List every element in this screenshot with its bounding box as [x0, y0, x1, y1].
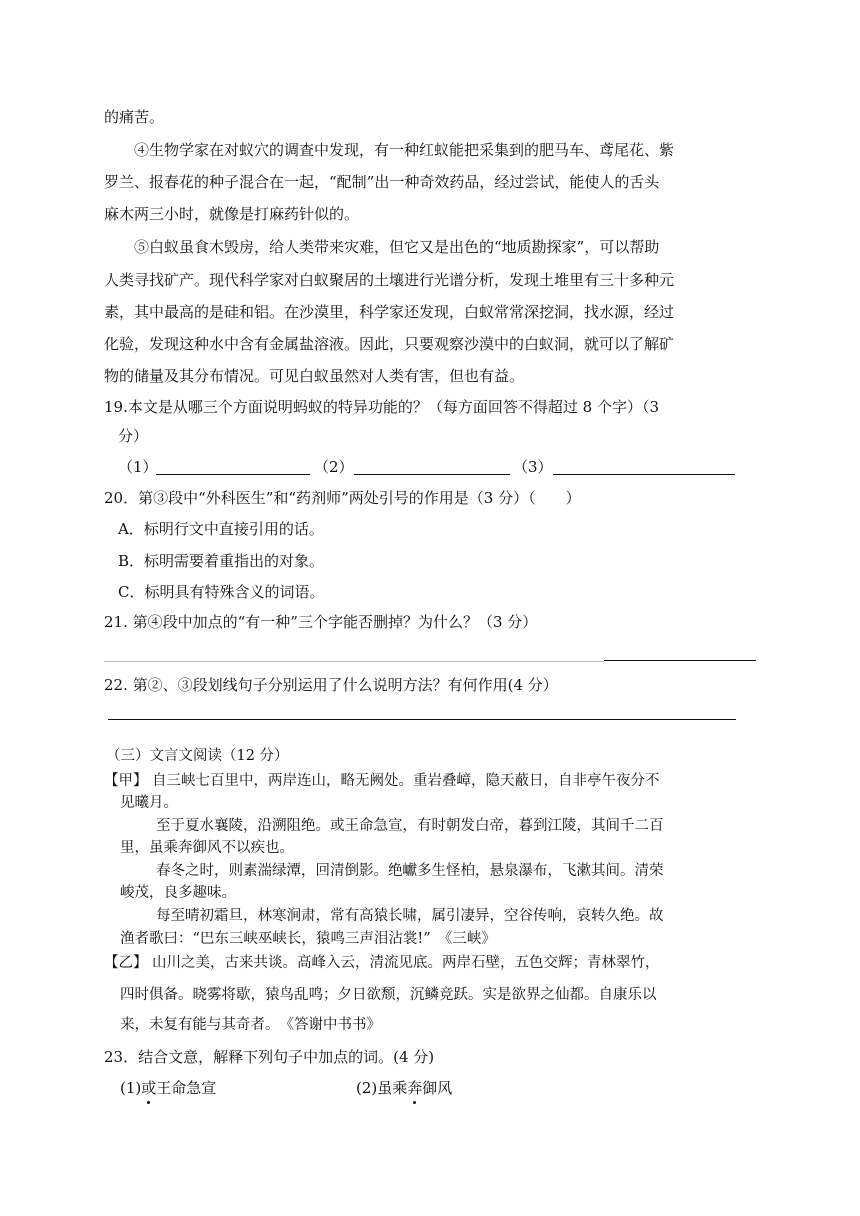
passage-yi-line-2: 四时俱备。晓雾将歇，猿鸟乱鸣；夕日欲颓，沉鳞竞跃。实是欲界之仙都。自康乐以 [120, 987, 657, 1003]
passage-jia-line-2: 见曦月。 [120, 795, 178, 811]
question-23-item-2 [356, 1081, 452, 1096]
passage-yi-line-1: 山川之美，古来共谈。高峰入云，清流见底。两岸石壁，五色交辉；青林翠竹， [152, 955, 660, 971]
question-23-stem: 23．结合文意，解释下列句子中加点的词。(4 分) [104, 1048, 435, 1066]
section-3-title: （三）文言文阅读（12 分） [106, 748, 289, 764]
question-22-stem: 22. 第②、③段划线句子分别运用了什么说明方法？有何作用(4 分） [104, 676, 558, 694]
passage-yi-label: 【乙】 [104, 955, 148, 971]
question-23-item-1-dotted-word: 或 [141, 1079, 157, 1097]
question-19-label-2: （2） [314, 458, 354, 476]
question-19-answer-blank-3[interactable] [553, 474, 735, 475]
paragraph-5-line-3: 素，其中最高的是硅和铝。在沙漠里，科学家还发现，白蚁常常深挖洞，找水源，经过 [104, 303, 675, 321]
paragraph-4-line-3: 麻木两三小时，就像是打麻药针似的。 [104, 205, 360, 223]
question-22-answer-line[interactable] [108, 719, 736, 720]
passage-jia-line-8: 渔者歌曰：“巴东三峡巫峡长，猿鸣三声泪沾裳!” 《三峡》 [120, 931, 496, 947]
paragraph-5-line-5: 物的储量及其分布情况。可见白蚁虽然对人类有害，但也有益。 [104, 367, 525, 385]
passage-jia-line-3: 至于夏水襄陵，沿溯阻绝。或王命急宣，有时朝发白帝，暮到江陵，其间千二百 [156, 818, 664, 834]
question-19-stem: 19.本文是从哪三个方面说明蚂蚁的特异功能的？（每方面回答不得超过 8 个字）（3 [104, 398, 659, 416]
question-21-stem: 21. 第④段中加点的“有一种”三个字能否删掉？为什么？（3 分） [104, 613, 538, 631]
question-19-label-3: （3） [513, 458, 553, 476]
passage-jia-line-1: 自三峡七百里中，两岸连山，略无阙处。重岩叠嶂，隐天蔽日，自非亭午夜分不 [152, 773, 660, 789]
question-21-answer-line-dark[interactable] [604, 660, 756, 661]
paragraph-5-line-1: ⑤白蚁虽食木毁房，给人类带来灾难，但它又是出色的“地质勘探家”，可以帮助 [134, 238, 660, 256]
paragraph-3-tail: 的痛苦。 [104, 108, 165, 126]
paragraph-5-line-2: 人类寻找矿产。现代科学家对白蚁聚居的土壤进行光谱分析，发现土堆里有三十多种元 [104, 271, 675, 289]
question-23-item-1-prefix: (1) [120, 1079, 142, 1097]
question-19-label-1: （1） [118, 458, 158, 476]
question-23-item-1 [120, 1081, 216, 1096]
paragraph-4-line-2: 罗兰、报春花的种子混合在一起，“配制”出一种奇效药品，经过尝试，能使人的舌头 [104, 173, 660, 191]
passage-jia-line-6: 峻茂，良多趣味。 [120, 885, 236, 901]
paragraph-5-line-4: 化验，发现这种水中含有金属盐溶液。因此，只要观察沙漠中的白蚁洞，就可以了解矿 [104, 335, 675, 353]
question-20-stem: 20．第③段中“外科医生”和“药剂师”两处引号的作用是（3 分）（ ） [104, 489, 581, 507]
passage-jia-line-4: 里，虽乘奔御风不以疾也。 [120, 840, 294, 856]
paragraph-4-line-1: ④生物学家在对蚁穴的调查中发现，有一种红蚁能把采集到的肥马车、鸢尾花、紫 [134, 141, 675, 159]
passage-jia-label: 【甲】 [104, 773, 148, 789]
question-19-answer-blank-1[interactable] [156, 474, 310, 475]
question-21-answer-line-light[interactable] [104, 661, 604, 662]
passage-jia-line-5: 春冬之时，则素湍绿潭，回清倒影。绝巘多生怪柏，悬泉瀑布，飞漱其间。清荣 [156, 863, 664, 879]
question-20-option-a[interactable]: A．标明行文中直接引用的话。 [118, 520, 324, 538]
question-19-stem-cont: 分） [118, 427, 149, 445]
question-19-answer-blank-2[interactable] [354, 474, 510, 475]
passage-yi-line-3: 来，未复有能与其奇者。 《答谢中书书》 [120, 1017, 381, 1033]
passage-jia-line-7: 每至晴初霜旦，林寒涧肃，常有高猿长啸，属引凄异，空谷传响，哀转久绝。故 [156, 908, 664, 924]
question-23-item-2-dotted-word: 奔 [407, 1079, 423, 1097]
question-23-item-2-suffix: 御风 [422, 1079, 453, 1097]
question-23-item-2-prefix: (2)虽乘 [356, 1079, 408, 1097]
question-20-option-c[interactable]: C．标明具有特殊含义的词语。 [118, 583, 325, 601]
question-20-option-b[interactable]: B．标明需要着重指出的对象。 [118, 552, 325, 570]
question-23-item-1-suffix: 王命急宣 [156, 1079, 217, 1097]
